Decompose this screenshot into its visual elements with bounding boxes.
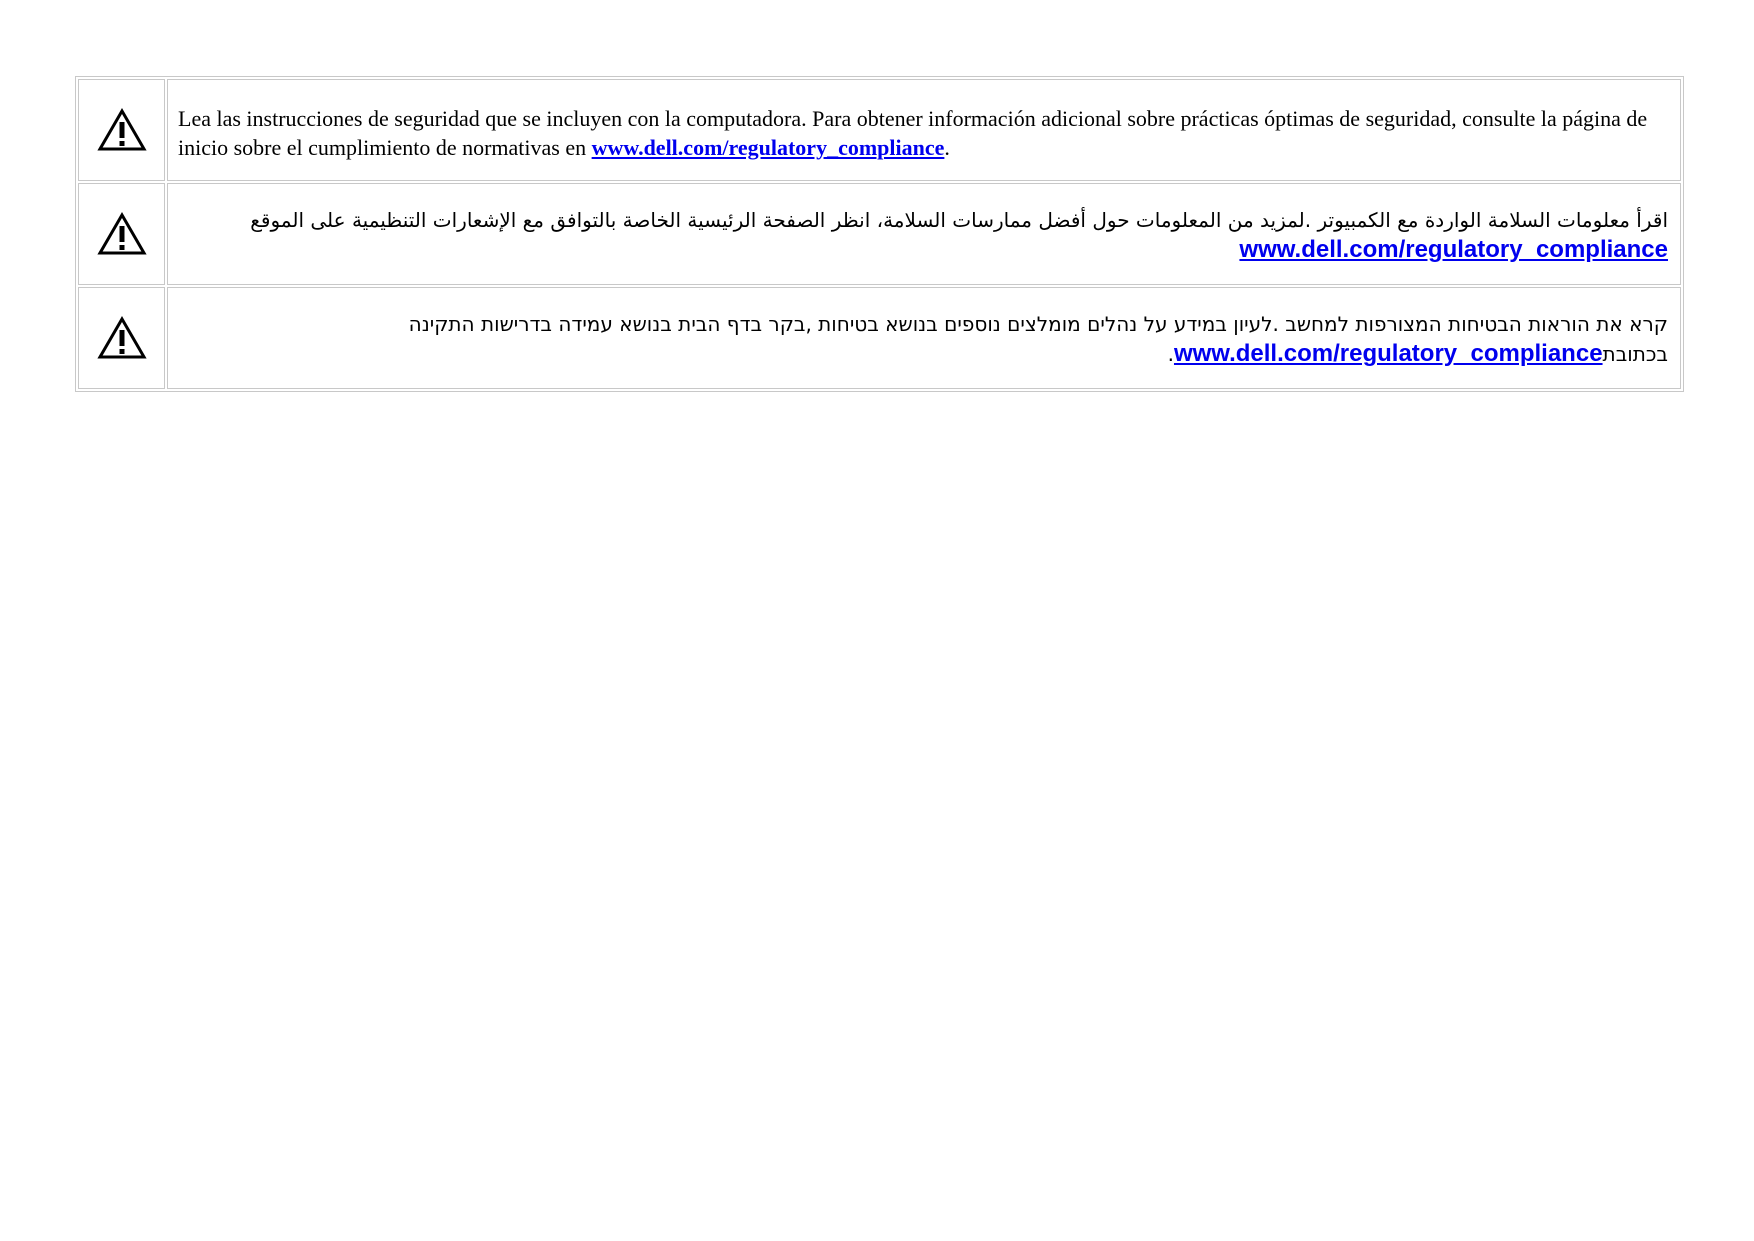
icon-cell [78,79,165,181]
notice-text: Lea las instrucciones de seguridad que se incluyen con la computadora. Para obtener información adicional sobre prácticas óptimas de seguridad, consulte la página de inicio sobre el cumplimiento de normativas en [178,106,1648,160]
warning-triangle-icon [97,316,147,360]
notice-text-spanish [167,79,1681,181]
notice-text-hebrew [167,287,1681,389]
notice-row-spanish [78,79,1681,181]
safety-notice-table [75,76,1684,392]
icon-cell [78,183,165,285]
notice-text: קרא את הוראות הבטיחות המצורפות למחשב .לעיון במידע על נהלים מומלצים נוספים בנושא בטיחות ,בקר בדף הבית בנושא עמידה בדרישות התקינה בכתובת [408,312,1668,366]
notice-text-end: . [1167,342,1174,366]
icon-cell [78,287,165,389]
warning-triangle-icon [97,108,147,152]
regulatory-compliance-link[interactable]: www.dell.com/regulatory_compliance [1239,236,1668,263]
regulatory-compliance-link[interactable]: www.dell.com/regulatory_compliance [591,135,945,160]
notice-row-hebrew [78,287,1681,389]
notice-row-arabic [78,183,1681,285]
notice-text-arabic [167,183,1681,285]
notice-text: اقرأ معلومات السلامة الواردة مع الكمبيوتر .لمزيد من المعلومات حول أفضل ممارسات السلامة، انظر الصفحة الرئيسية الخاصة بالتوافق مع الإشعارات التنظيمية على الموقع [250,208,1668,232]
notice-text-end: . [944,135,950,160]
warning-triangle-icon [97,212,147,256]
regulatory-compliance-link[interactable]: www.dell.com/regulatory_compliance [1173,340,1603,367]
